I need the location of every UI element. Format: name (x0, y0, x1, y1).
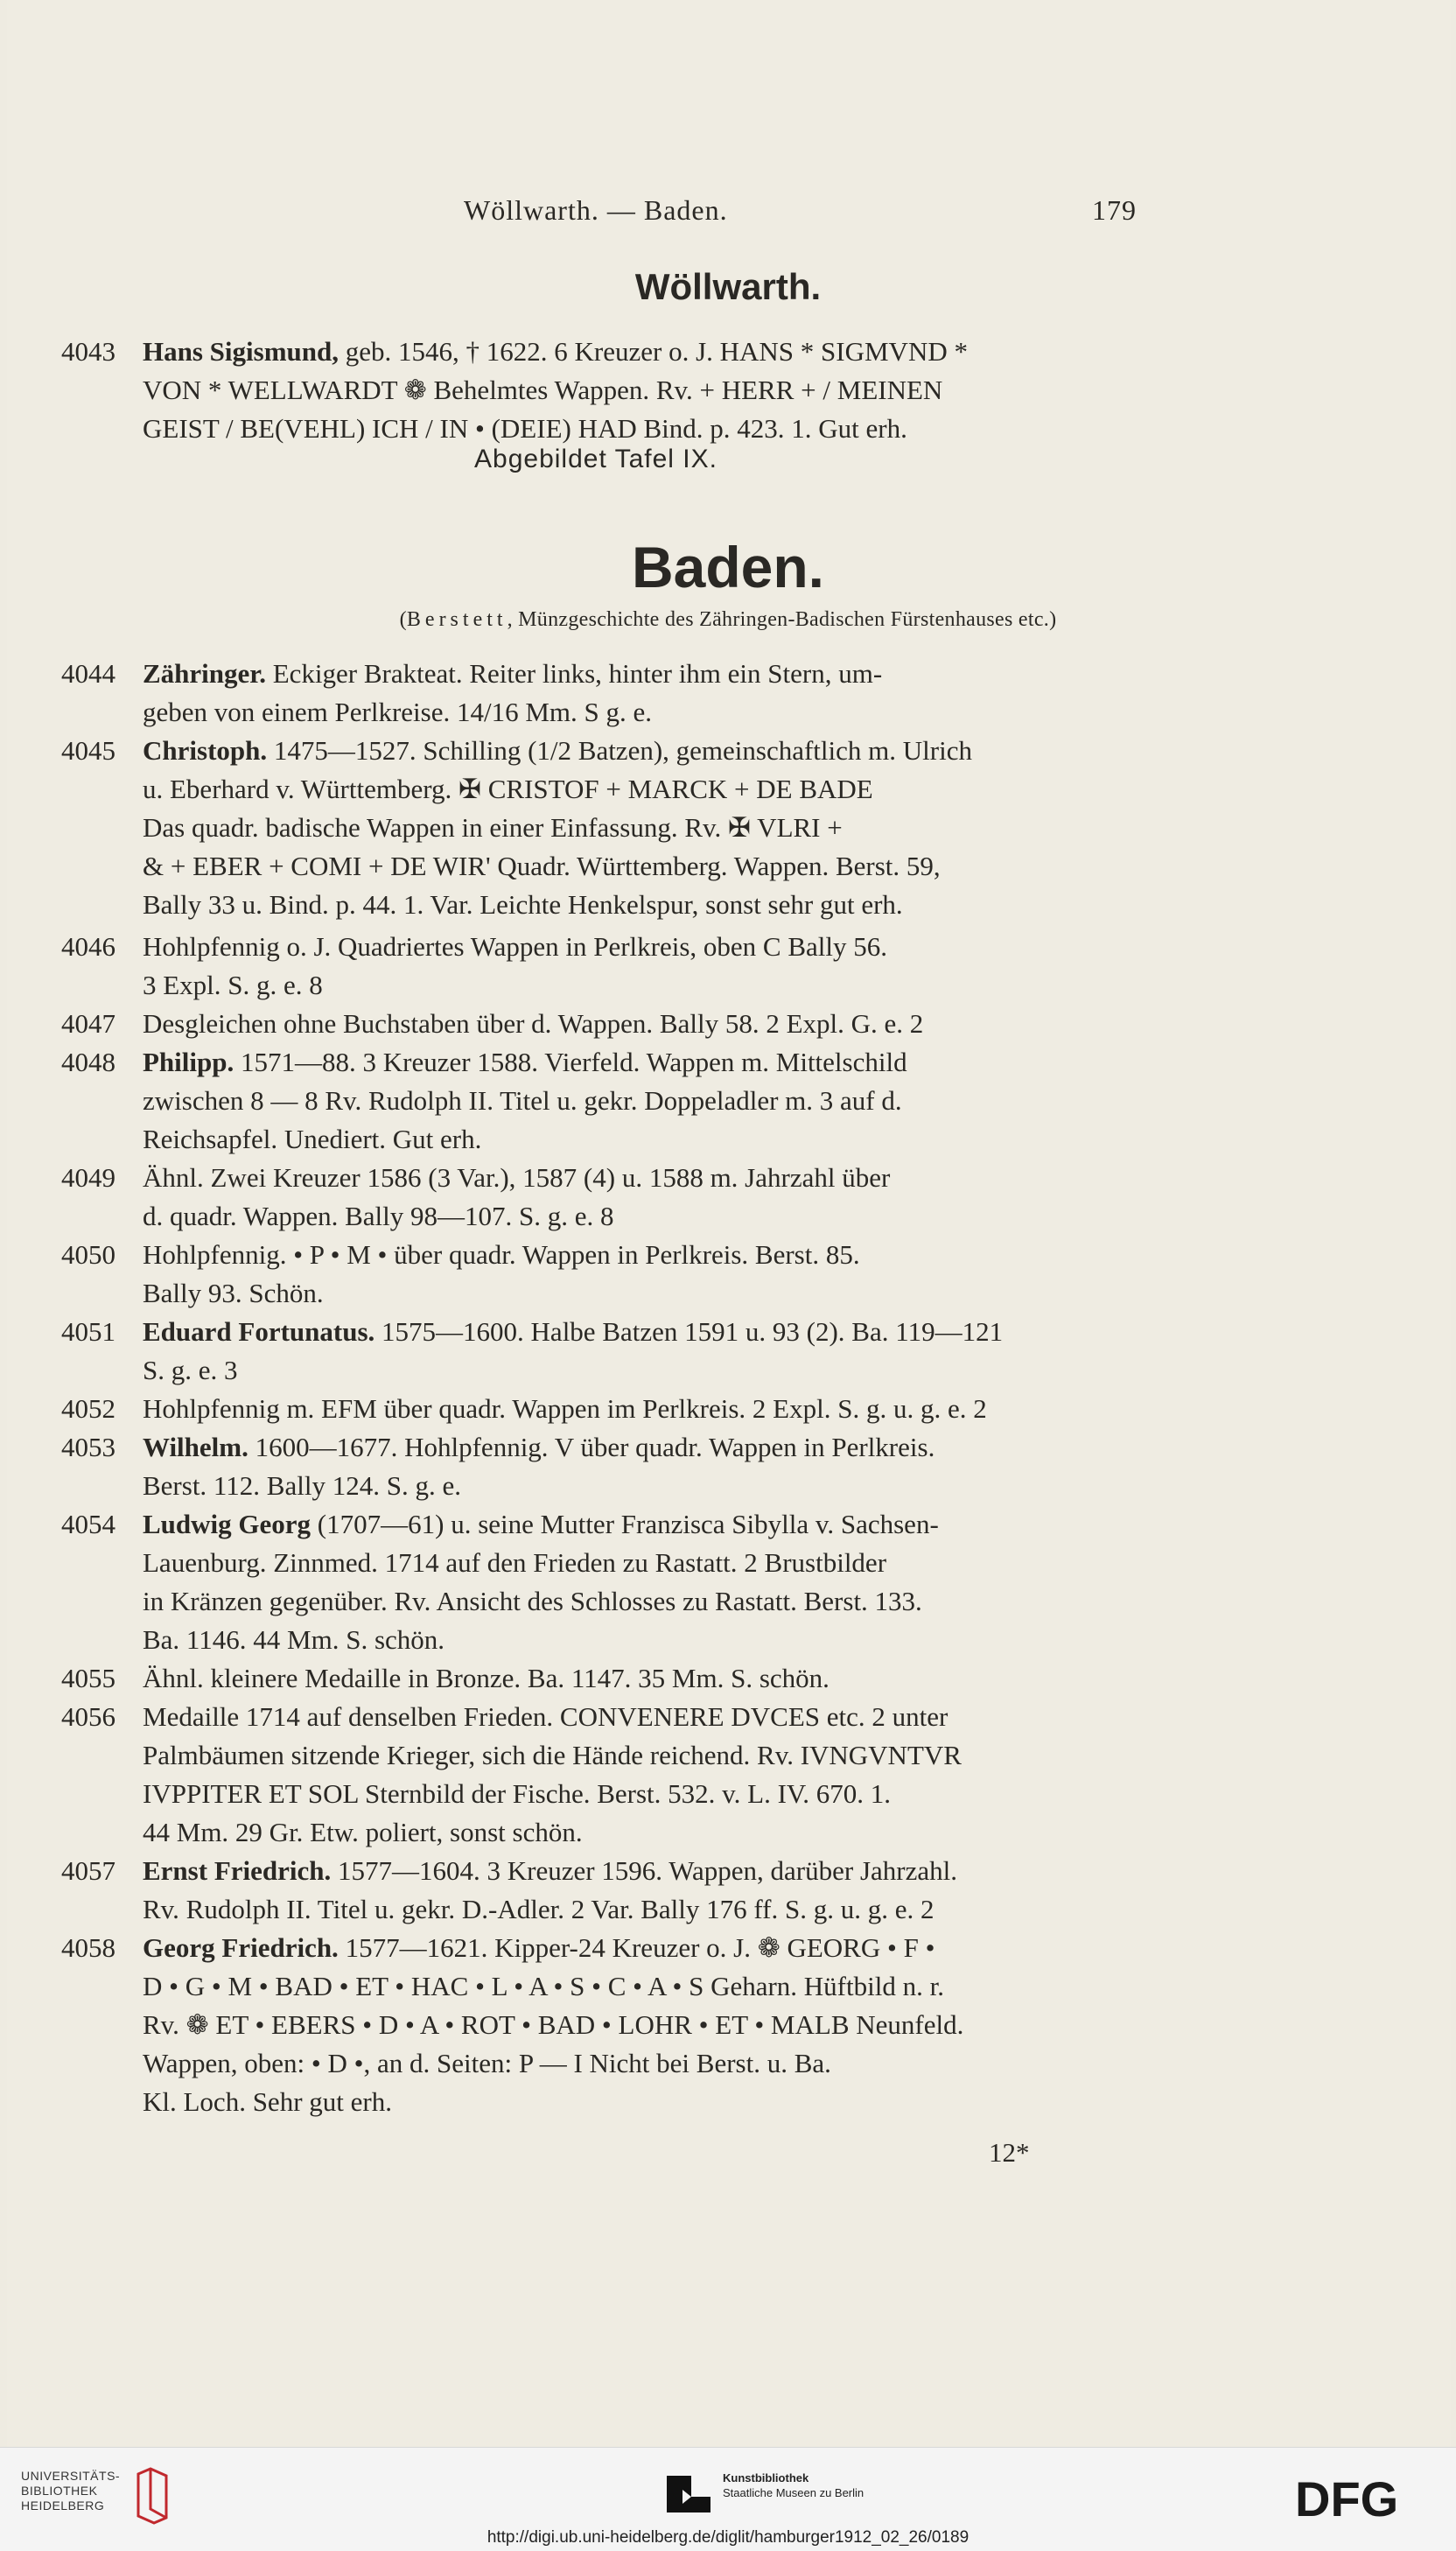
plate-reference: Abgebildet Tafel IX. (474, 445, 718, 473)
entry-text (143, 1698, 1184, 1852)
entry-text (143, 1313, 1184, 1390)
entry-ruler-name: Eduard Fortunatus. (143, 1316, 382, 1347)
entry-number: 4053 (61, 1432, 116, 1462)
entry-ruler-name: Wilhelm. (143, 1432, 256, 1462)
entry-text (143, 1505, 1184, 1659)
entry-text (143, 655, 1184, 732)
entry-number: 4043 (61, 336, 116, 367)
entry-text (143, 1390, 1184, 1428)
entry-line: IVPPITER ET SOL Sternbild der Fische. Berst. 532. v. L. IV. 670. 1. (143, 1778, 892, 1809)
entry-text (143, 732, 1184, 924)
source-author: Berstett (406, 608, 508, 631)
entry-line: Eduard Fortunatus. 1575—1600. Halbe Batzen 1591 u. 93 (2). Ba. 119—121 (143, 1316, 1004, 1347)
kunstbibliothek-text (723, 2470, 864, 2500)
entry-line: Ludwig Georg (1707—61) u. seine Mutter Franzisca Sibylla v. Sachsen- (143, 1509, 939, 1539)
running-head-title: Wöllwarth. — Baden. (464, 194, 728, 226)
entry-number: 4054 (61, 1509, 116, 1539)
entry-line: in Kränzen gegenüber. Rv. Ansicht des Schlosses zu Rastatt. Berst. 133. (143, 1586, 922, 1616)
source-note (0, 608, 1456, 632)
entry-line: Bally 33 u. Bind. p. 44. 1. Var. Leichte Henkelspur, sonst sehr gut erh. (143, 889, 903, 920)
entry-line: Georg Friedrich. 1577—1621. Kipper-24 Kreuzer o. J. ❁ GEORG • F • (143, 1932, 935, 1963)
kb-subtitle: Staatliche Museen zu Berlin (723, 2486, 864, 2499)
footer-bar (0, 2447, 1456, 2551)
entry-line: Rv. Rudolph II. Titel u. gekr. D.-Adler. 2 Var. Bally 176 ff. S. g. u. g. e. 2 (143, 1894, 934, 1924)
entry-line: Kl. Loch. Sehr gut erh. (143, 2086, 392, 2117)
entry-text (143, 1159, 1184, 1236)
entry-ruler-name: Ernst Friedrich. (143, 1855, 338, 1886)
entry-line: geben von einem Perlkreise. 14/16 Mm. S g. e. (143, 697, 653, 727)
entry-line: Philipp. 1571—88. 3 Kreuzer 1588. Vierfeld. Wappen m. Mittelschild (143, 1047, 907, 1077)
entry-line: Christoph. 1475—1527. Schilling (1/2 Batzen), gemeinschaftlich m. Ulrich (143, 735, 972, 766)
uni-heidelberg-logo-icon (131, 2465, 175, 2526)
entry-ruler-name: Ludwig Georg (143, 1509, 318, 1539)
entry-line: 44 Mm. 29 Gr. Etw. poliert, sonst schön. (143, 1817, 583, 1847)
entry-line: Bally 93. Schön. (143, 1278, 324, 1308)
entry-number: 4050 (61, 1239, 116, 1270)
entry-text (143, 1043, 1184, 1159)
entry-number: 4055 (61, 1663, 116, 1693)
entry-text (143, 1659, 1184, 1698)
entry-number: 4057 (61, 1855, 116, 1886)
entry-text (143, 1428, 1184, 1505)
entry-number: 4047 (61, 1008, 116, 1039)
entry-line: Berst. 112. Bally 124. S. g. e. (143, 1470, 461, 1501)
entry-text (143, 1236, 1184, 1313)
entry-number: 4051 (61, 1316, 116, 1347)
entry-ruler-name: Hans Sigismund, (143, 336, 346, 367)
entry-line: Lauenburg. Zinnmed. 1714 auf den Frieden zu Rastatt. 2 Brustbilder (143, 1547, 887, 1578)
entry-line: u. Eberhard v. Württemberg. ✠ CRISTOF + MARCK + DE BADE (143, 774, 873, 804)
entry-line: S. g. e. 3 (143, 1355, 238, 1385)
entry-line: & + EBER + COMI + DE WIR' Quadr. Württemberg. Wappen. Berst. 59, (143, 851, 941, 881)
entry-line: Ähnl. kleinere Medaille in Bronze. Ba. 1147. 35 Mm. S. schön. (143, 1663, 830, 1693)
entry-line: Ernst Friedrich. 1577—1604. 3 Kreuzer 1596. Wappen, darüber Jahrzahl. (143, 1855, 957, 1886)
source-prefix: ( (399, 608, 407, 631)
entry-number: 4048 (61, 1047, 116, 1077)
signature-mark: 12* (989, 2137, 1030, 2168)
page-number: 179 (1092, 194, 1137, 226)
entry-number: 4045 (61, 735, 116, 766)
entry-number: 4052 (61, 1393, 116, 1424)
entry-number: 4049 (61, 1162, 116, 1193)
entry-number: 4044 (61, 658, 116, 689)
entry-line: Hohlpfennig o. J. Quadriertes Wappen in Perlkreis, oben C Bally 56. (143, 931, 888, 962)
entry-line: Rv. ❁ ET • EBERS • D • A • ROT • BAD • LOHR • ET • MALB Neunfeld. (143, 2009, 964, 2040)
entry-line: Wappen, oben: • D •, an d. Seiten: P — I Nicht bei Berst. u. Ba. (143, 2048, 831, 2078)
entry-ruler-name: Philipp. (143, 1047, 241, 1077)
entry-line: Hohlpfennig. • P • M • über quadr. Wappen in Perlkreis. Berst. 85. (143, 1239, 860, 1270)
entry-line: Reichsapfel. Unediert. Gut erh. (143, 1124, 482, 1154)
entry-line: Das quadr. badische Wappen in einer Einfassung. Rv. ✠ VLRI + (143, 812, 843, 843)
entry-text (143, 333, 1184, 448)
kunstbibliothek-logo-icon (665, 2470, 712, 2514)
entry-line: d. quadr. Wappen. Bally 98—107. S. g. e. 8 (143, 1201, 614, 1231)
entry-ruler-name: Zähringer. (143, 658, 273, 689)
entry-line: D • G • M • BAD • ET • HAC • L • A • S • C • A • S Geharn. Hüftbild n. r. (143, 1971, 944, 2001)
entry-line: Ba. 1146. 44 Mm. S. schön. (143, 1624, 445, 1655)
section-heading-woellwarth: Wöllwarth. (634, 266, 822, 307)
uni-line-1: UNIVERSITÄTS- (21, 2469, 121, 2483)
entry-line: Zähringer. Eckiger Brakteat. Reiter links, hinter ihm ein Stern, um- (143, 658, 883, 689)
entry-number: 4046 (61, 931, 116, 962)
entry-line: Desgleichen ohne Buchstaben über d. Wappen. Bally 58. 2 Expl. G. e. 2 (143, 1008, 924, 1039)
entry-ruler-name: Georg Friedrich. (143, 1932, 346, 1963)
entry-text (143, 928, 1184, 1005)
source-rest: , Münzgeschichte des Zähringen-Badischen Fürstenhauses etc.) (507, 608, 1057, 631)
entry-number: 4058 (61, 1932, 116, 1963)
entry-ruler-name: Christoph. (143, 735, 274, 766)
kb-name: Kunstbibliothek (723, 2471, 809, 2484)
entry-line: Palmbäumen sitzende Krieger, sich die Hände reichend. Rv. IVNGVNTVR (143, 1740, 962, 1770)
entry-line: Hans Sigismund, geb. 1546, † 1622. 6 Kreuzer o. J. HANS * SIGMVND * (143, 336, 968, 367)
entry-line: GEIST / BE(VEHL) ICH / IN • (DEIE) HAD Bind. p. 423. 1. Gut erh. (143, 413, 907, 444)
entry-number: 4056 (61, 1701, 116, 1732)
permalink-url[interactable]: http://digi.ub.uni-heidelberg.de/diglit/hamburger1912_02_26/0189 (486, 2528, 970, 2547)
uni-library-name (21, 2469, 120, 2513)
uni-line-2: BIBLIOTHEK (21, 2484, 98, 2498)
entry-line: 3 Expl. S. g. e. 8 (143, 970, 323, 1000)
entry-text (143, 1852, 1184, 1929)
entry-line: zwischen 8 — 8 Rv. Rudolph II. Titel u. gekr. Doppeladler m. 3 auf d. (143, 1085, 902, 1116)
entry-line: Medaille 1714 auf denselben Frieden. CONVENERE DVCES etc. 2 unter (143, 1701, 948, 1732)
section-heading-baden: Baden. (631, 535, 825, 599)
entry-line: Wilhelm. 1600—1677. Hohlpfennig. V über quadr. Wappen in Perlkreis. (143, 1432, 935, 1462)
dfg-logo-icon (1295, 2474, 1435, 2523)
entry-text (143, 1005, 1184, 1043)
uni-line-3: HEIDELBERG (21, 2498, 105, 2512)
entry-text (143, 1929, 1184, 2121)
entry-line: Hohlpfennig m. EFM über quadr. Wappen im Perlkreis. 2 Expl. S. g. u. g. e. 2 (143, 1393, 987, 1424)
svg-text:DFG: DFG (1295, 2474, 1399, 2523)
entry-line: Ähnl. Zwei Kreuzer 1586 (3 Var.), 1587 (4) u. 1588 m. Jahrzahl über (143, 1162, 891, 1193)
entry-line: VON * WELLWARDT ❁ Behelmtes Wappen. Rv. + HERR + / MEINEN (143, 375, 943, 405)
